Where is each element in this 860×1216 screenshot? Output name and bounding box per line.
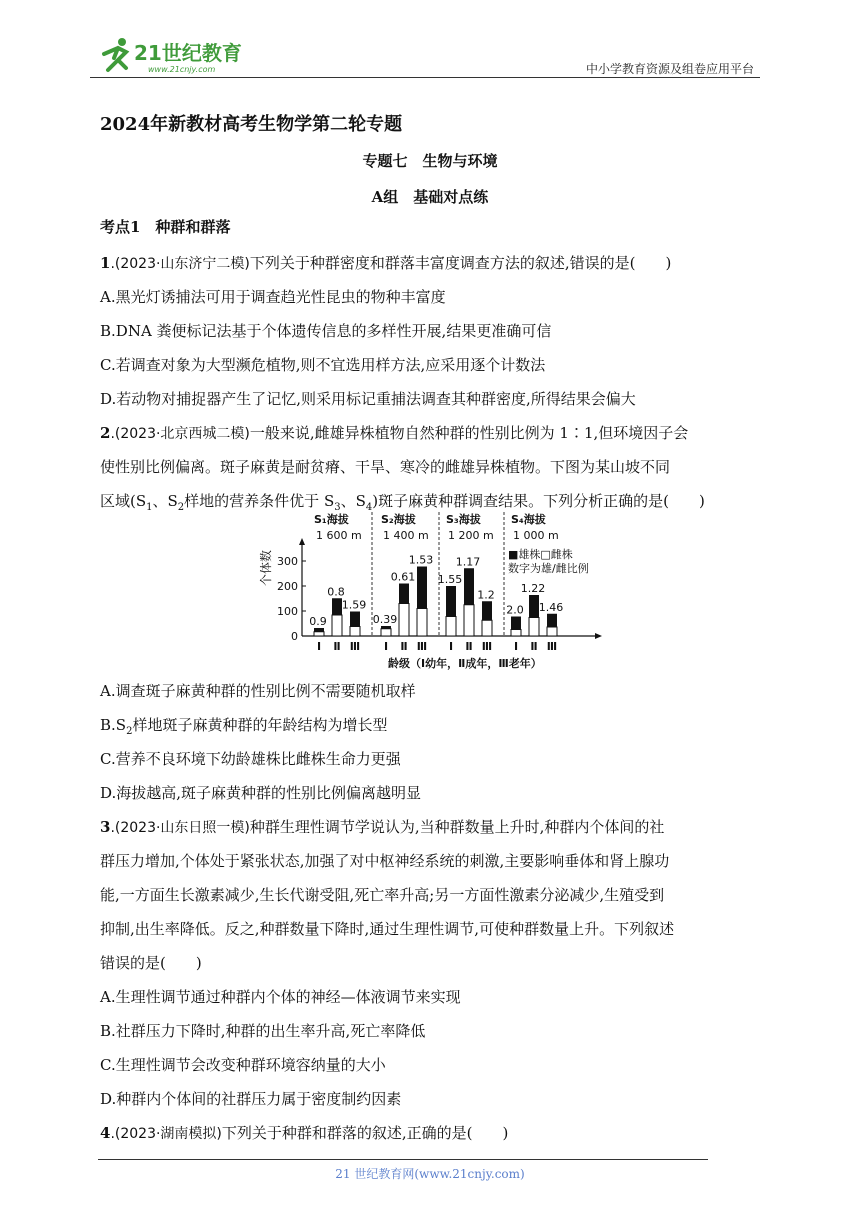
y-tick-label: 0 xyxy=(291,630,298,643)
ratio-label: 0.39 xyxy=(372,613,398,626)
bar-male xyxy=(314,628,324,632)
x-tick-label: Ⅲ xyxy=(481,640,493,653)
q2-text-1: 一般来说,雌雄异株植物自然种群的性别比例为 1∶1,但环境因子会 xyxy=(249,424,689,442)
ratio-label: 2.0 xyxy=(506,603,524,617)
x-tick-label: Ⅰ xyxy=(316,640,322,653)
ratio-label: 1.53 xyxy=(408,553,434,567)
ratio-label: 1.22 xyxy=(520,582,546,595)
group-name: S₁海拔 xyxy=(314,513,349,526)
bar-male xyxy=(529,595,539,618)
x-tick-label: Ⅱ xyxy=(400,640,408,653)
group-name: S₄海拔 xyxy=(511,513,546,526)
bar-female xyxy=(399,604,409,637)
logo-url: www.21cnjy.com xyxy=(148,65,216,74)
q3-option-d: D.种群内个体间的社群压力属于密度制约因素 xyxy=(100,1090,402,1108)
ratio-label: 0.9 xyxy=(309,615,327,628)
legend-note: 数字为雄/雌比例 xyxy=(508,562,589,575)
bar-female xyxy=(511,630,521,637)
q4-text: 下列关于种群和群落的叙述,正确的是( ) xyxy=(221,1124,509,1142)
group-altitude: 1 400 m xyxy=(383,529,429,542)
q3-text-1: 种群生理性调节学说认为,当种群数量上升时,种群内个体间的社 xyxy=(249,818,665,836)
q2-option-b-text: 样地斑子麻黄种群的年龄结构为增长型 xyxy=(132,716,388,734)
q3-option-a: A.生理性调节通过种群内个体的神经—体液调节来实现 xyxy=(100,988,461,1006)
q2-option-b-sub: 2 xyxy=(126,726,133,737)
y-tick-label: 200 xyxy=(277,580,298,593)
q2-sub-1: 1 xyxy=(146,502,153,513)
group-altitude: 1 000 m xyxy=(513,529,559,542)
q2-text-3d: 、S xyxy=(340,492,366,510)
x-tick-label: Ⅲ xyxy=(416,640,428,653)
group-name: S₃海拔 xyxy=(446,513,481,526)
bar-female xyxy=(314,632,324,636)
group-altitude: 1 200 m xyxy=(448,529,494,542)
q3-stem-line5: 错误的是( ) xyxy=(100,954,202,972)
x-axis-arrow-icon xyxy=(595,633,602,639)
group-name: S₂海拔 xyxy=(381,513,416,526)
bar-male xyxy=(381,626,391,629)
y-tick-label: 100 xyxy=(277,605,298,618)
x-tick-label: Ⅰ xyxy=(448,640,454,653)
bar-female xyxy=(464,605,474,636)
x-tick-label: Ⅲ xyxy=(349,640,361,653)
q1-option-a: A.黑光灯诱捕法可用于调查趋光性昆虫的物种丰富度 xyxy=(100,288,446,306)
document-title: 2024年新教材高考生物学第二轮专题 xyxy=(100,114,403,135)
q1-option-c: C.若调查对象为大型濒危植物,则不宜选用样方法,应采用逐个计数法 xyxy=(100,356,546,374)
bar-female xyxy=(446,617,456,637)
q2-stem-line2: 使性别比例偏离。斑子麻黄是耐贫瘠、干旱、寒冷的雌雄异株植物。下图为某山坡不同 xyxy=(100,458,671,476)
q3-stem-line4: 抑制,出生率降低。反之,种群数量下降时,通过生理性调节,可使种群数量上升。下列叙述 xyxy=(100,920,675,938)
bar-female xyxy=(482,620,492,636)
bar-female xyxy=(529,618,539,637)
q2-sub-2: 2 xyxy=(177,502,185,513)
q1-number: 1 xyxy=(100,254,111,272)
y-axis-arrow-icon xyxy=(299,538,305,545)
bar-male xyxy=(511,617,521,630)
q2-option-a: A.调查斑子麻黄种群的性别比例不需要随机取样 xyxy=(100,682,416,700)
q3-option-c: C.生理性调节会改变种群环境容纳量的大小 xyxy=(100,1056,386,1074)
logo-text: 21世纪教育 xyxy=(134,41,242,65)
q2-stem-line1 xyxy=(100,416,762,451)
bar-male xyxy=(399,584,409,604)
q1-stem xyxy=(100,246,762,281)
ratio-label: 0.8 xyxy=(327,585,345,599)
q2-source: .(2023·北京西城二模) xyxy=(110,426,250,442)
group-title: A组 基础对点练 xyxy=(371,188,489,206)
bar-male xyxy=(350,612,360,627)
x-tick-label: Ⅲ xyxy=(546,640,558,653)
bar-female xyxy=(417,609,427,637)
page-footer: 21 世纪教育网(www.21cnjy.com) xyxy=(335,1167,525,1181)
q1-option-d: D.若动物对捕捉器产生了记忆,则采用标记重捕法调查其种群密度,所得结果会偏大 xyxy=(100,390,636,408)
ratio-label: 1.46 xyxy=(538,600,564,614)
ratio-label: 1.17 xyxy=(455,555,481,569)
q2-option-b-prefix: B.S xyxy=(100,716,127,734)
q3-option-b: B.社群压力下降时,种群的出生率升高,死亡率降低 xyxy=(100,1022,426,1040)
q4-number: 4 xyxy=(100,1124,111,1142)
q2-option-c: C.营养不良环境下幼龄雄株比雌株生命力更强 xyxy=(100,750,401,768)
q3-source: .(2023·山东日照一模) xyxy=(110,820,250,836)
x-tick-label: Ⅱ xyxy=(465,640,473,653)
q3-number: 3 xyxy=(100,818,111,836)
q3-stem-line1 xyxy=(100,810,762,845)
age-structure-chart xyxy=(258,512,608,674)
q2-text-3b: 、S xyxy=(152,492,178,510)
logo xyxy=(96,36,266,76)
runner-icon xyxy=(104,38,126,70)
q3-stem-line2: 群压力增加,个体处于紧张状态,加强了对中枢神经系统的刺激,主要影响垂体和肾上腺功 xyxy=(100,852,670,870)
q4-source: .(2023·湖南模拟) xyxy=(110,1126,222,1142)
bar-male xyxy=(446,586,456,617)
q3-stem-line3: 能,一方面生长激素减少,生长代谢受阻,死亡率升高;另一方面性激素分泌减少,生殖受到 xyxy=(100,886,665,904)
bar-male xyxy=(482,601,492,620)
x-axis-label: 龄级（Ⅰ幼年，Ⅱ成年，Ⅲ老年） xyxy=(388,657,542,670)
legend-series: ■雄株□雌株 xyxy=(508,548,573,561)
bar-male xyxy=(547,614,557,627)
x-tick-label: Ⅰ xyxy=(513,640,519,653)
x-tick-label: Ⅰ xyxy=(383,640,389,653)
bar-male xyxy=(332,598,342,615)
q1-text: 下列关于种群密度和群落丰富度调查方法的叙述,错误的是( ) xyxy=(249,254,672,272)
section-heading: 考点1 种群和群落 xyxy=(100,218,231,236)
ratio-label: 0.61 xyxy=(390,570,416,584)
q4-stem xyxy=(100,1116,762,1151)
q2-text-3e: )斑子麻黄种群调查结果。下列分析正确的是( ) xyxy=(372,492,705,510)
platform-name: 中小学教育资源及组卷应用平台 xyxy=(585,62,754,76)
ratio-label: 1.59 xyxy=(341,598,367,612)
q2-text-3c: 样地的营养条件优于 S xyxy=(184,492,335,510)
x-tick-label: Ⅱ xyxy=(530,640,538,653)
q2-number: 2 xyxy=(100,424,111,442)
q1-source: .(2023·山东济宁二模) xyxy=(110,256,250,272)
q2-sub-3: 3 xyxy=(334,502,341,513)
bar-female xyxy=(332,615,342,636)
topic-title: 专题七 生物与环境 xyxy=(362,152,498,170)
bar-female xyxy=(381,629,391,636)
q2-text-3a: 区域(S xyxy=(100,492,147,510)
q2-sub-4: 4 xyxy=(365,502,373,513)
q1-option-b: B.DNA 粪便标记法基于个体遗传信息的多样性开展,结果更准确可信 xyxy=(100,322,552,340)
bar-female xyxy=(547,627,557,636)
y-axis-label: 个体数 xyxy=(259,549,273,587)
group-altitude: 1 600 m xyxy=(316,529,362,542)
bar-male xyxy=(417,567,427,609)
page-header xyxy=(92,30,760,80)
ratio-label: 1.55 xyxy=(437,573,463,586)
ratio-label: 1.2 xyxy=(477,588,495,602)
y-tick-label: 300 xyxy=(277,555,298,568)
footer-divider xyxy=(98,1159,708,1160)
x-tick-label: Ⅱ xyxy=(333,640,341,653)
header-divider xyxy=(90,77,760,78)
bar-male xyxy=(464,568,474,605)
q2-option-d: D.海拔越高,斑子麻黄种群的性别比例偏离越明显 xyxy=(100,784,422,802)
bar-female xyxy=(350,627,360,637)
